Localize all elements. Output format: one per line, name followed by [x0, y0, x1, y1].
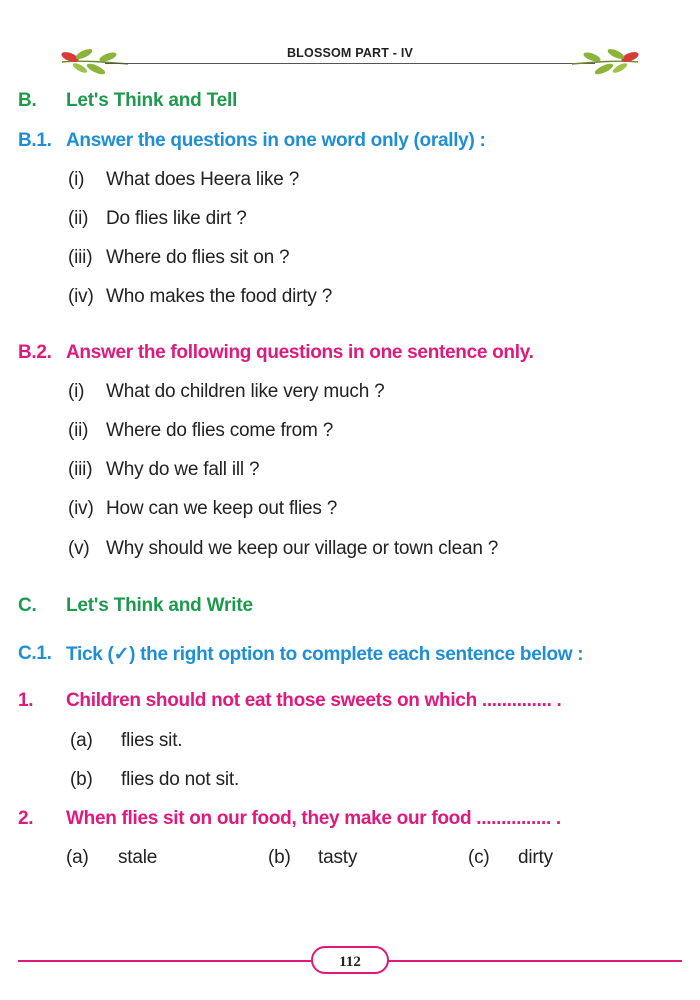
b2-q4-num: (iv): [68, 498, 94, 519]
b2-q1-num: (i): [68, 381, 85, 402]
b2-title: Answer the following questions in one sentence only.: [66, 342, 534, 363]
b2-q5-num: (v): [68, 538, 90, 559]
page-header: [0, 30, 700, 80]
b2-q3-text: Why do we fall ill ?: [106, 459, 260, 480]
leaf-branch-right-icon: [570, 40, 640, 80]
section-c-title: Let's Think and Write: [66, 595, 253, 616]
b2-q3-num: (iii): [68, 459, 93, 480]
q2-option-a-text: stale: [118, 847, 158, 868]
section-c-label: C.: [18, 595, 37, 616]
b1-q1-text: What does Heera like ?: [106, 169, 300, 190]
c1-title: Tick (✓) the right option to complete each sentence below :: [66, 644, 584, 665]
page-number: 112: [311, 946, 389, 974]
b2-q1-text: What do children like very much ?: [106, 381, 385, 402]
b1-q4-text: Who makes the food dirty ?: [106, 286, 333, 307]
q2-option-b-num: (b): [268, 847, 291, 868]
b1-q2-num: (ii): [68, 208, 89, 229]
b2-q5-text: Why should we keep our village or town clean ?: [106, 538, 499, 559]
q1-option-b-num: (b): [70, 769, 93, 790]
q1-option-a-text: flies sit.: [121, 730, 183, 751]
q2-option-a-num: (a): [66, 847, 89, 868]
section-b-title: Let's Think and Tell: [66, 90, 238, 111]
b2-q4-text: How can we keep out flies ?: [106, 498, 338, 519]
header-title: BLOSSOM PART - IV: [286, 46, 414, 60]
b1-title: Answer the questions in one word only (orally) :: [66, 130, 486, 151]
q1-option-a-num: (a): [70, 730, 93, 751]
b2-q2-num: (ii): [68, 420, 89, 441]
q2-option-c-text: dirty: [518, 847, 553, 868]
b1-q3-num: (iii): [68, 247, 93, 268]
header-rule: [105, 63, 595, 64]
b1-q3-text: Where do flies sit on ?: [106, 247, 290, 268]
q2-option-b-text: tasty: [318, 847, 358, 868]
b1-q1-num: (i): [68, 169, 85, 190]
b1-label: B.1.: [18, 130, 52, 151]
q2-text: When flies sit on our food, they make our food ............... .: [66, 808, 561, 829]
q2-option-c-num: (c): [468, 847, 490, 868]
footer-rule-right: [386, 960, 682, 962]
b1-q2-text: Do flies like dirt ?: [106, 208, 247, 229]
section-b-label: B.: [18, 90, 37, 111]
q1-option-b-text: flies do not sit.: [121, 769, 240, 790]
q2-num: 2.: [18, 808, 34, 829]
b2-q2-text: Where do flies come from ?: [106, 420, 334, 441]
c1-label: C.1.: [18, 643, 52, 664]
b1-q4-num: (iv): [68, 286, 94, 307]
q1-num: 1.: [18, 690, 34, 711]
b2-label: B.2.: [18, 342, 52, 363]
footer-rule-left: [18, 960, 314, 962]
q1-text: Children should not eat those sweets on which .............. .: [66, 690, 562, 711]
